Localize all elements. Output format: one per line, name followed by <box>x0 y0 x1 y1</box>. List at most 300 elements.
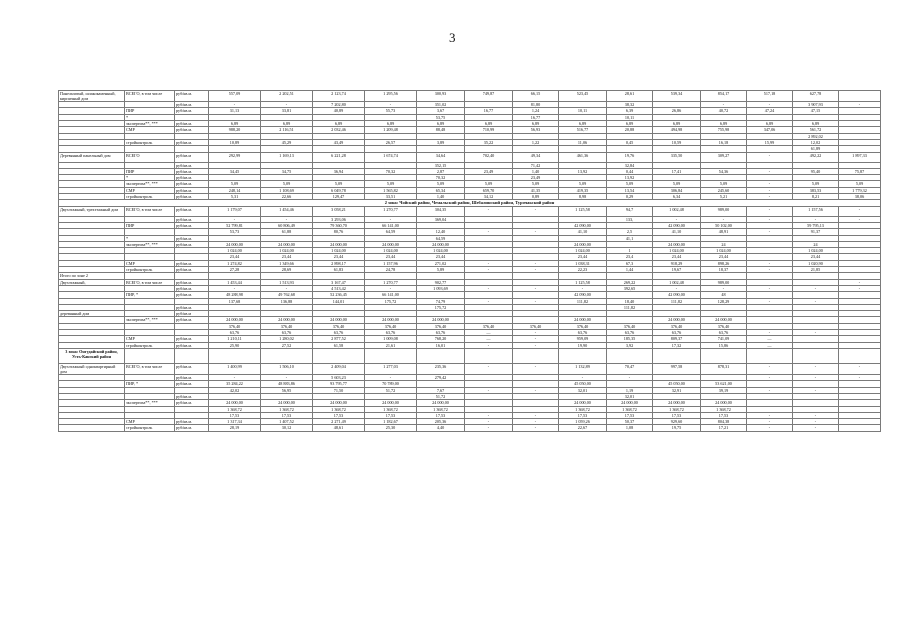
value-cell: 1 024,00 <box>261 248 313 254</box>
value-cell: 17,32 <box>653 342 701 348</box>
building-type-cell <box>59 425 125 431</box>
unit-cell: руб/кв.м. <box>175 336 209 342</box>
value-cell: 75,87 <box>839 168 881 174</box>
unit-cell: руб/кв.м. <box>175 162 209 168</box>
unit-cell: руб/кв.м. <box>175 419 209 425</box>
value-cell: 1 277,03 <box>365 363 417 374</box>
value-cell: 16,01 <box>417 342 465 348</box>
value-cell: - <box>747 375 793 381</box>
value-cell: 1 513,93 <box>261 279 313 285</box>
value-cell: 23,44 <box>701 254 747 260</box>
value-cell: - <box>747 206 793 216</box>
value-cell: 24 000,00 <box>607 400 653 406</box>
value-cell: 24 000,00 <box>559 400 607 406</box>
cost-item-cell: СМР <box>125 187 175 193</box>
value-cell: 2 032,46 <box>313 127 365 133</box>
value-cell: 16,77 <box>465 108 513 114</box>
unit-cell: руб/кв.м. <box>175 363 209 374</box>
value-cell: 1,24 <box>513 108 559 114</box>
value-cell: 1 210,11 <box>209 336 261 342</box>
unit-cell: руб/кв.м. <box>175 400 209 406</box>
value-cell: - <box>839 206 881 216</box>
value-cell: 6,34 <box>653 194 701 200</box>
value-cell: 38,32 <box>607 102 653 108</box>
value-cell: 32,01 <box>607 393 653 399</box>
value-cell: 133, <box>607 216 653 222</box>
value-cell: - <box>653 285 701 291</box>
value-cell: 1 <box>607 248 653 254</box>
value-cell: 376,40 <box>513 323 559 329</box>
value-cell: — <box>465 336 513 342</box>
value-cell: 6,89 <box>465 121 513 127</box>
value-cell: - <box>513 329 559 335</box>
value-cell: 23,44 <box>313 254 365 260</box>
value-cell: 516,77 <box>559 127 607 133</box>
table-cell <box>365 348 417 363</box>
value-cell: 35 284,22 <box>209 381 261 387</box>
value-cell: 71,42 <box>513 162 559 168</box>
value-cell: 461,36 <box>559 152 607 162</box>
value-cell: 24 000,00 <box>365 317 417 323</box>
value-cell: 18,40 <box>607 298 653 304</box>
value-cell: 1 295,56 <box>365 91 417 102</box>
value-cell: - <box>209 102 261 108</box>
value-cell: 1 024,00 <box>653 248 701 254</box>
value-cell: 292,99 <box>209 152 261 162</box>
value-cell: 48,61 <box>313 425 365 431</box>
cost-item-cell: СМР <box>125 336 175 342</box>
value-cell: 24 000,00 <box>313 241 365 247</box>
value-cell: 4 513,42 <box>313 285 365 291</box>
value-cell: 5,31 <box>209 194 261 200</box>
value-cell: 64,59 <box>417 235 465 241</box>
value-cell: 70,32 <box>365 168 417 174</box>
value-cell: 128,29 <box>701 298 747 304</box>
value-cell: 755,98 <box>701 127 747 133</box>
value-cell: 1 368,72 <box>559 406 607 412</box>
value-cell: 2 123,74 <box>313 91 365 102</box>
value-cell: 6,39 <box>607 108 653 114</box>
value-cell: 33,81 <box>261 108 313 114</box>
value-cell: 93 795,77 <box>313 381 365 387</box>
unit-cell: руб/кв.м. <box>175 393 209 399</box>
value-cell: 28,61 <box>607 91 653 102</box>
value-cell: 66 141,00 <box>365 292 417 298</box>
value-cell: 59 795,13 <box>793 222 839 228</box>
value-cell: - <box>793 329 839 335</box>
value-cell <box>839 425 881 431</box>
value-cell: 1 132,89 <box>559 363 607 374</box>
cost-item-cell: ПИР <box>125 108 175 114</box>
value-cell: 2 271,49 <box>313 419 365 425</box>
value-cell: - <box>209 375 261 381</box>
value-cell: 25,90 <box>209 342 261 348</box>
value-cell: 989,00 <box>701 206 747 216</box>
value-cell: - <box>747 363 793 374</box>
value-cell: 111,82 <box>607 304 653 310</box>
value-cell: 1 454,46 <box>261 206 313 216</box>
value-cell: 494,98 <box>653 127 701 133</box>
value-cell: - <box>559 375 607 381</box>
value-cell: 17,53 <box>209 412 261 418</box>
table-cell <box>417 348 465 363</box>
value-cell: 376,40 <box>417 323 465 329</box>
value-cell: 2 892,02 <box>793 133 839 139</box>
value-cell: — <box>465 329 513 335</box>
value-cell: 36,94 <box>313 168 365 174</box>
building-type-cell: Двухэтажный одноквартирный дом <box>59 363 125 374</box>
cost-item-cell: экспертиза**, *** <box>125 241 175 247</box>
cost-item-cell: экспертиза**, *** <box>125 181 175 187</box>
value-cell: - <box>513 206 559 216</box>
value-cell: 24 000,00 <box>701 317 747 323</box>
value-cell: 376,40 <box>559 323 607 329</box>
value-cell: 34,64 <box>417 152 465 162</box>
table-row <box>59 152 881 162</box>
cost-item-cell: * <box>125 175 175 181</box>
unit-cell: руб/кв.м <box>175 152 209 162</box>
value-cell: 1,44 <box>607 267 653 273</box>
value-cell: 48 <box>701 292 747 298</box>
value-cell: 111,82 <box>559 298 607 304</box>
value-cell: 24,78 <box>365 267 417 273</box>
value-cell: 7,67 <box>417 387 465 393</box>
value-cell: 1 674,74 <box>365 152 417 162</box>
value-cell: 0,44 <box>607 168 653 174</box>
value-cell: 492,22 <box>793 152 839 162</box>
value-cell: 70,47 <box>607 363 653 374</box>
value-cell: 25,30 <box>365 425 417 431</box>
value-cell: 63,76 <box>701 329 747 335</box>
value-cell: 5 603,23 <box>313 375 365 381</box>
building-type-cell: Деревянный панельный дом <box>59 152 125 162</box>
value-cell: 561,72 <box>793 127 839 133</box>
value-cell: 6,89 <box>417 121 465 127</box>
value-cell: 94,7 <box>607 206 653 216</box>
value-cell: 10,59 <box>653 139 701 145</box>
value-cell: 27,52 <box>261 342 313 348</box>
value-cell: 24 000,00 <box>261 400 313 406</box>
value-cell: 27,28 <box>209 267 261 273</box>
value-cell: 269,22 <box>607 279 653 285</box>
value-cell: 17,53 <box>607 412 653 418</box>
cost-item-cell: СМР <box>125 127 175 133</box>
value-cell: 376,40 <box>313 323 365 329</box>
value-cell: 45 050,00 <box>559 381 607 387</box>
value-cell: 64,59 <box>365 229 417 235</box>
value-cell: 5,09 <box>261 181 313 187</box>
value-cell: 6,89 <box>607 121 653 127</box>
value-cell: 17,53 <box>261 412 313 418</box>
value-cell: 16,77 <box>513 114 559 120</box>
value-cell: 1 280,02 <box>261 336 313 342</box>
value-cell: 6,89 <box>653 121 701 127</box>
value-cell: - <box>513 229 559 235</box>
value-cell: - <box>513 267 559 273</box>
value-cell: - <box>465 260 513 266</box>
value-cell: 17,41 <box>653 168 701 174</box>
value-cell: 989,00 <box>701 279 747 285</box>
value-cell: 42 090,00 <box>559 222 607 228</box>
value-cell: 52 799,81 <box>209 222 261 228</box>
value-cell: 63,76 <box>209 329 261 335</box>
value-cell: - <box>793 285 839 291</box>
value-cell: 185,35 <box>607 336 653 342</box>
value-cell: 235,36 <box>417 363 465 374</box>
unit-cell: руб/кв.м. <box>175 216 209 222</box>
value-cell: 54,36 <box>701 168 747 174</box>
value-cell: 741,09 <box>701 336 747 342</box>
value-cell: - <box>465 425 513 431</box>
value-cell: 6,89 <box>209 121 261 127</box>
value-cell: 7 202,80 <box>313 102 365 108</box>
cost-item-cell: ПИР <box>125 222 175 228</box>
value-cell: 23,4 <box>607 254 653 260</box>
value-cell: 5,09 <box>365 181 417 187</box>
value-cell: 12,02 <box>793 139 839 145</box>
value-cell: 0,29 <box>607 194 653 200</box>
value-cell: - <box>465 387 513 393</box>
value-cell: 34,45 <box>209 168 261 174</box>
value-cell: 304,35 <box>417 206 465 216</box>
value-cell: 918,29 <box>653 260 701 266</box>
value-cell: 1 270,77 <box>365 279 417 285</box>
value-cell: 71,50 <box>313 387 365 393</box>
value-cell: 6,89 <box>513 121 559 127</box>
value-cell: - <box>747 387 793 393</box>
value-cell: 24 000,00 <box>417 317 465 323</box>
value-cell: 306,84 <box>653 187 701 193</box>
value-cell: - <box>747 267 793 273</box>
value-cell: - <box>747 419 793 425</box>
unit-cell: руб/кв.м. <box>175 381 209 387</box>
value-cell: 3,67 <box>417 108 465 114</box>
value-cell: 5,09 <box>653 181 701 187</box>
value-cell: 28,69 <box>261 267 313 273</box>
value-cell: 1 368,72 <box>653 406 701 412</box>
value-cell: 17,21 <box>701 425 747 431</box>
value-cell: - <box>747 168 793 174</box>
value-cell: 5,09 <box>465 181 513 187</box>
value-cell: 30,12 <box>261 425 313 431</box>
value-cell: 22,23 <box>559 267 607 273</box>
unit-cell: руб/кв.м. <box>175 317 209 323</box>
value-cell: 627,78 <box>793 91 839 102</box>
value-cell: - <box>747 329 793 335</box>
value-cell: 523,45 <box>559 91 607 102</box>
value-cell: - <box>513 285 559 291</box>
cost-table <box>58 90 881 432</box>
value-cell: - <box>607 375 653 381</box>
unit-cell: руб/кв.м. <box>175 279 209 285</box>
value-cell: 48 288,98 <box>209 292 261 298</box>
value-cell: 48,91 <box>701 229 747 235</box>
value-cell: 8,98 <box>559 194 607 200</box>
value-cell: 23,49 <box>465 168 513 174</box>
value-cell: - <box>465 229 513 235</box>
value-cell: 376,40 <box>261 323 313 329</box>
value-cell: 6,89 <box>701 121 747 127</box>
value-cell: 13,54 <box>607 187 653 193</box>
value-cell: - <box>365 285 417 291</box>
value-cell: 1 453,44 <box>209 279 261 285</box>
cost-item-cell: СМР <box>125 260 175 266</box>
value-cell: 5,09 <box>513 181 559 187</box>
value-cell: 41,10 <box>559 229 607 235</box>
value-cell: 10,11 <box>559 108 607 114</box>
value-cell: 60 806,49 <box>261 222 313 228</box>
value-cell: 1 368,72 <box>209 406 261 412</box>
value-cell: 24 000,00 <box>261 317 313 323</box>
value-cell: 24 000,00 <box>365 241 417 247</box>
value-cell: - <box>513 336 559 342</box>
value-cell: 63,76 <box>559 329 607 335</box>
value-cell: 335,50 <box>653 152 701 162</box>
value-cell: 2 877,52 <box>313 336 365 342</box>
value-cell: 902,77 <box>417 279 465 285</box>
value-cell: 1 125,58 <box>559 279 607 285</box>
building-type-cell: Двухэтажный, <box>59 279 125 285</box>
value-cell: 40,89 <box>313 108 365 114</box>
value-cell: - <box>365 216 417 222</box>
cost-item-cell: экспертиза**, *** <box>125 317 175 323</box>
value-cell: 300,93 <box>417 91 465 102</box>
value-cell: 15,99 <box>747 139 793 145</box>
cost-item-cell: ПИР, * <box>125 381 175 387</box>
value-cell: 5,09 <box>793 181 839 187</box>
cost-item-cell: ПИР, * <box>125 292 175 298</box>
unit-cell: руб/кв.м. <box>175 181 209 187</box>
value-cell: - <box>261 375 313 381</box>
value-cell: 63,76 <box>417 329 465 335</box>
value-cell: 70,32 <box>417 175 465 181</box>
value-cell: - <box>839 363 881 374</box>
value-cell: 19,67 <box>653 267 701 273</box>
value-cell: 53 621,00 <box>701 381 747 387</box>
value-cell: 0,89 <box>513 194 559 200</box>
value-cell: 702,40 <box>465 152 513 162</box>
value-cell: - <box>701 285 747 291</box>
value-cell: 959,09 <box>559 336 607 342</box>
unit-cell: руб/кв.м. <box>175 91 209 102</box>
value-cell: 1 024,00 <box>313 248 365 254</box>
cost-item-cell: ПИР <box>125 168 175 174</box>
cost-item-cell: ВСЕГО, в том числе <box>125 91 175 102</box>
value-cell: 35,22 <box>465 139 513 145</box>
value-cell: 248,14 <box>209 187 261 193</box>
value-cell: 24 000,00 <box>653 241 701 247</box>
value-cell: - <box>747 260 793 266</box>
value-cell: 23,44 <box>653 254 701 260</box>
value-cell: 878,31 <box>701 363 747 374</box>
building-type-cell: деревянный дом <box>59 311 125 317</box>
unit-cell: руб/кв.м. <box>175 375 209 381</box>
value-cell: - <box>747 181 793 187</box>
value-cell: 3 058,21 <box>313 206 365 216</box>
value-cell: 5,09 <box>313 181 365 187</box>
value-cell: 24 000,00 <box>559 241 607 247</box>
table-cell <box>653 348 701 363</box>
value-cell: 15,86 <box>701 342 747 348</box>
table-cell <box>175 348 209 363</box>
value-cell: - <box>793 216 839 222</box>
value-cell: 809,37 <box>653 336 701 342</box>
value-cell: 33,51 <box>365 194 417 200</box>
cost-table-container <box>58 90 880 432</box>
value-cell: 24 <box>701 241 747 247</box>
value-cell: 1 024,00 <box>793 248 839 254</box>
unit-cell: руб/кв.м. <box>175 194 209 200</box>
value-cell: 49 762,68 <box>261 292 313 298</box>
value-cell: 56,95 <box>261 387 313 393</box>
table-cell <box>839 348 881 363</box>
value-cell: - <box>513 260 559 266</box>
value-cell: 2 116,51 <box>261 127 313 133</box>
value-cell: 63,76 <box>261 329 313 335</box>
value-cell: 1 024,00 <box>417 248 465 254</box>
value-cell: 34,75 <box>261 168 313 174</box>
value-cell: 17,53 <box>559 412 607 418</box>
value-cell: 1 169,13 <box>261 152 313 162</box>
value-cell: 22,66 <box>261 194 313 200</box>
cost-item-cell: стройконтроль <box>125 267 175 273</box>
value-cell: 1 779,32 <box>839 187 881 193</box>
value-cell: 63,76 <box>607 329 653 335</box>
unit-cell: руб/кв.м. <box>175 425 209 431</box>
cost-item-cell: экспертиза**, *** <box>125 121 175 127</box>
value-cell: 24 000,00 <box>209 241 261 247</box>
cost-item-cell: ВСЕГО, в том числе <box>125 363 175 374</box>
value-cell: - <box>793 425 839 431</box>
value-cell: 2,87 <box>417 168 465 174</box>
table-row <box>59 425 881 431</box>
value-cell: 2 898,17 <box>313 260 365 266</box>
unit-cell: руб/кв.м. <box>175 304 209 310</box>
value-cell: 1 368,72 <box>261 406 313 412</box>
value-cell: - <box>513 419 559 425</box>
value-cell: 376,40 <box>209 323 261 329</box>
value-cell: - <box>465 298 513 304</box>
value-cell: 1,40 <box>513 168 559 174</box>
value-cell: 61,58 <box>313 342 365 348</box>
value-cell: 19,76 <box>607 152 653 162</box>
value-cell: - <box>465 342 513 348</box>
value-cell: 61,89 <box>793 146 839 152</box>
value-cell: - <box>209 285 261 291</box>
value-cell: 205,36 <box>417 419 465 425</box>
value-cell: 74,79 <box>417 298 465 304</box>
unit-cell: руб/кв.м. <box>175 127 209 133</box>
value-cell: 1 157,96 <box>365 260 417 266</box>
value-cell: 23,44 <box>365 254 417 260</box>
value-cell: 768,20 <box>417 336 465 342</box>
value-cell: - <box>261 216 313 222</box>
unit-cell: руб/кв.м. <box>175 285 209 291</box>
value-cell: 34,12 <box>465 194 513 200</box>
cost-item-cell: ВСЕГО, в том числе <box>125 279 175 285</box>
value-cell: 20,88 <box>607 127 653 133</box>
cost-item-cell: ВСЕГО <box>125 152 175 162</box>
value-cell: 24 000,00 <box>417 400 465 406</box>
value-cell: 0,45 <box>607 139 653 145</box>
value-cell: 24 000,00 <box>313 400 365 406</box>
value-cell: 175,72 <box>417 304 465 310</box>
value-cell: 23,44 <box>261 254 313 260</box>
value-cell: 21,85 <box>793 267 839 273</box>
value-cell: 3 167,47 <box>313 279 365 285</box>
value-cell: 1 157,56 <box>793 206 839 216</box>
value-cell: 144,01 <box>313 298 365 304</box>
